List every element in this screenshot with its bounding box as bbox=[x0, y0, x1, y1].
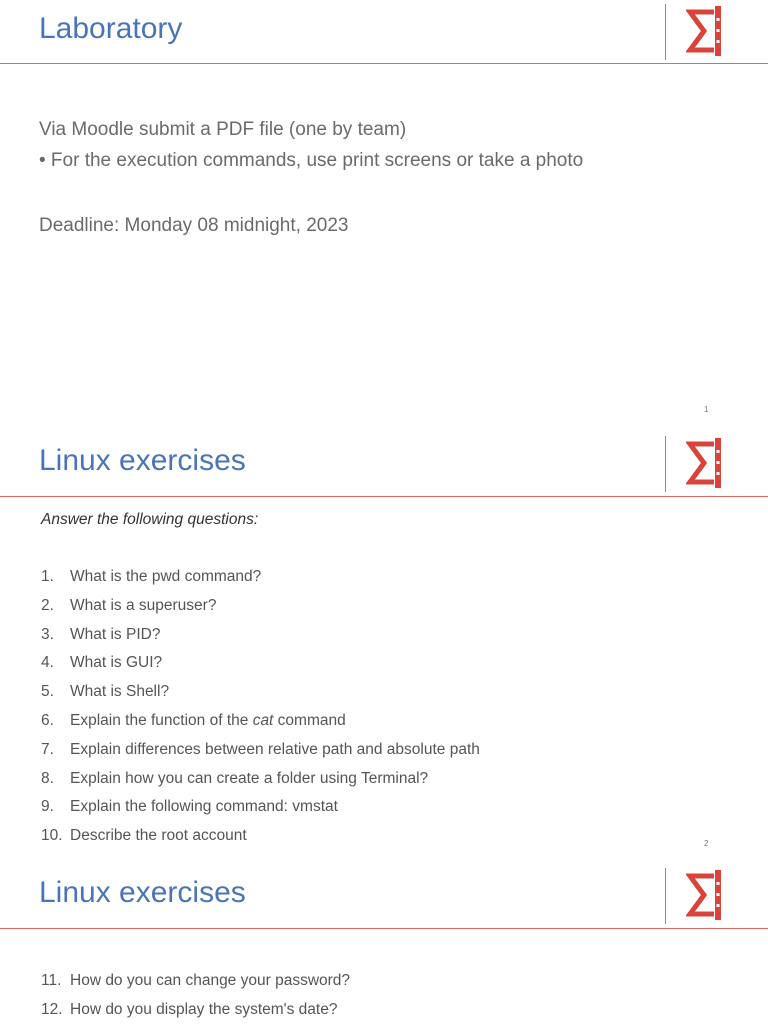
list-item: 10. Describe the root account bbox=[41, 827, 247, 845]
title-rule bbox=[0, 496, 768, 497]
list-item: 1. What is the pwd command? bbox=[41, 568, 262, 585]
slide-1 bbox=[0, 0, 768, 430]
print-screen-bullet: • For the execution commands, use print screens or take a photo bbox=[39, 150, 584, 171]
questions-subheading: Answer the following questions: bbox=[41, 511, 259, 528]
list-item: 6. Explain the function of the cat command bbox=[41, 711, 346, 729]
slide-title: Laboratory bbox=[39, 12, 183, 45]
page-number: 2 bbox=[704, 839, 709, 848]
submission-instruction: Via Moodle submit a PDF file (one by team) bbox=[39, 119, 407, 140]
list-item: 9. Explain the following command: vmstat bbox=[41, 798, 338, 816]
sigma-logo-icon bbox=[686, 870, 726, 920]
list-item: 11. How do you can change your password? bbox=[41, 972, 351, 989]
list-item: 8. Explain how you can create a folder using Terminal? bbox=[41, 769, 429, 787]
logo-separator bbox=[665, 868, 666, 924]
title-rule bbox=[0, 928, 768, 929]
list-item: 2. What is a superuser? bbox=[41, 596, 217, 614]
question-list bbox=[41, 967, 350, 1025]
page-number: 1 bbox=[704, 405, 709, 414]
logo-separator bbox=[665, 436, 666, 492]
list-item: 3. What is PID? bbox=[41, 625, 161, 643]
list-item: 4. What is GUI? bbox=[41, 654, 163, 672]
logo-separator bbox=[665, 4, 666, 60]
sigma-logo-icon bbox=[686, 6, 726, 56]
slide-title: Linux exercises bbox=[39, 444, 246, 477]
list-item: 7. Explain differences between relative path and absolute path bbox=[41, 740, 480, 758]
title-rule bbox=[0, 63, 768, 64]
list-item: 12. How do you display the system's date? bbox=[41, 1000, 338, 1018]
deadline-text: Deadline: Monday 08 midnight, 2023 bbox=[39, 215, 349, 236]
slide-3 bbox=[0, 864, 768, 1024]
list-item: 5. What is Shell? bbox=[41, 683, 170, 701]
sigma-logo-icon bbox=[686, 438, 726, 488]
question-list bbox=[41, 563, 480, 851]
slide-title: Linux exercises bbox=[39, 876, 246, 909]
slide-2 bbox=[0, 432, 768, 862]
